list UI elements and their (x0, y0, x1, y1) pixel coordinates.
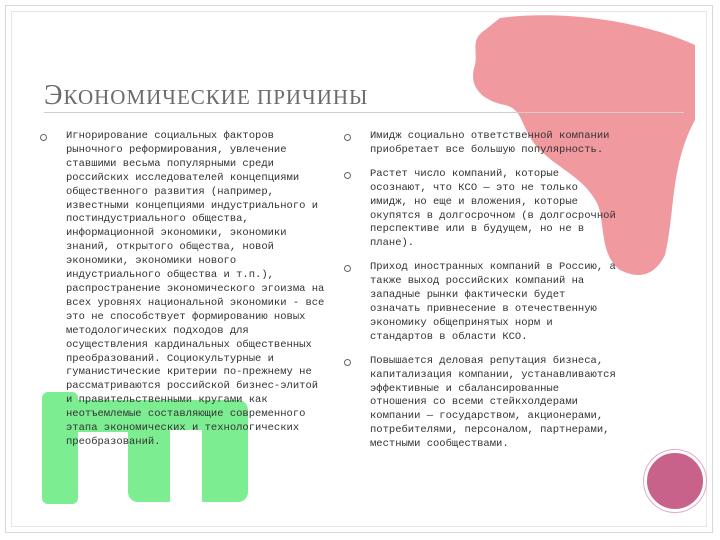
right-bullet-item (344, 355, 622, 452)
left-bullet-text: Игнорирование социальных факторов рыночного реформирования, увлечение ставшими весьма популярными среди российских исследователей концепциями общественного развития (например, известными концепциями индустриального и постиндустриального общества, информационной экономики, экономики знаний, открытого общества, новой экономики, экономики нового индустриального общества и т.п.), распространение экономического эгоизма на всех уровнях национальной экономики - все это не способствует формированию новых методологических подходов для осуществления кардинальных общественных преобразований. Социокультурные и гуманистические критерии по-прежнему не рассматриваются российской бизнес-элитой и правительственными кругами как неотъемлемые составляющие современного этапа экономических и технологических преобразований. (66, 130, 325, 448)
right-bullet-item (344, 130, 622, 158)
bullet-ring-icon (344, 172, 351, 179)
right-bullet-text: Приход иностранных компаний в Россию, а также выход российских компаний на западные рынки фактически будет означать привнесение в отечественную экономику общепринятых норм и стандартов в области КСО. (370, 261, 616, 343)
right-bullet-item (344, 261, 622, 344)
slide-title (44, 80, 684, 112)
right-bullet-text: Повышается деловая репутация бизнеса, капитализация компании, устанавливаются эффективные и сбалансированные отношения со всеми стейкхолдерами компании — государством, акционерами, потребителями, персоналом, партнерами, местными сообществами. (370, 354, 616, 451)
right-bullet-text: Имидж социально ответственной компании приобретает все большую популярность. (370, 130, 610, 156)
decorative-circle (644, 450, 706, 512)
right-bullet-item (344, 168, 622, 251)
left-column (40, 130, 330, 460)
bullet-ring-icon (344, 134, 351, 141)
bullet-ring-icon (40, 134, 47, 141)
bullet-ring-icon (344, 359, 351, 366)
right-bullet-text: Растет число компаний, которые осознают, что КСО — это не только имидж, но еще и вложения, которые окупятся в долгосрочном (в долгосрочной перспективе или в будущем, но не в плане). (370, 167, 616, 250)
bullet-ring-icon (344, 265, 351, 272)
title-initial: Э (44, 80, 64, 111)
title-underline (44, 112, 684, 113)
title-rest: КОНОМИЧЕСКИЕ ПРИЧИНЫ (63, 85, 369, 109)
right-column (344, 130, 622, 462)
left-bullet-item (40, 130, 330, 450)
